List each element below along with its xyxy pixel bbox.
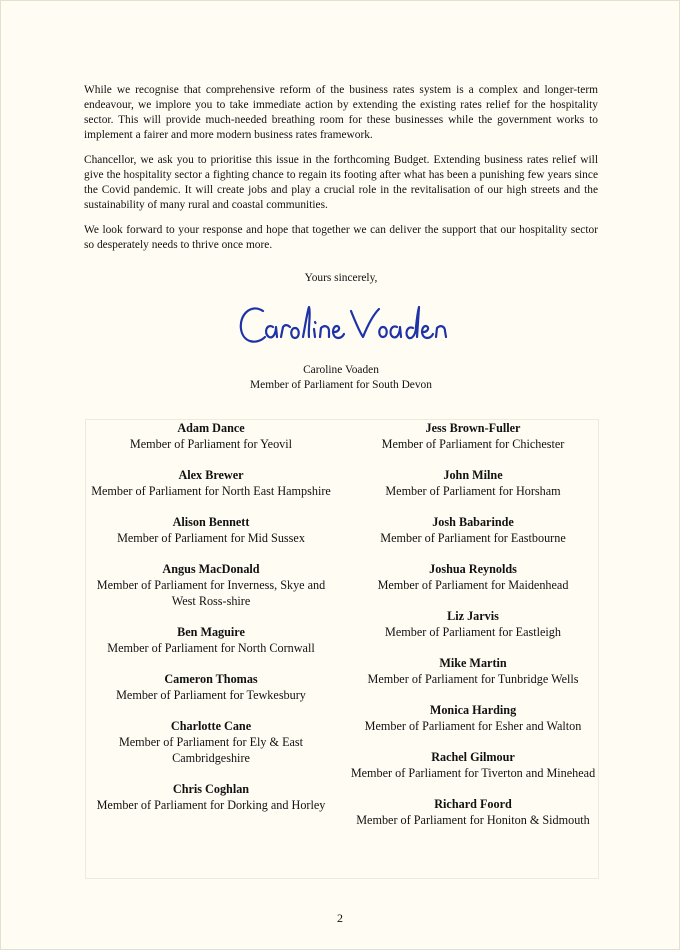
paragraph-closing-hope: We look forward to your response and hope that together we can deliver the support that our hospitality sector so desperately needs to thrive once more. <box>84 224 598 251</box>
signatory-entry <box>86 467 336 499</box>
paragraph-budget-request: Chancellor, we ask you to prioritise this issue in the forthcoming Budget. Extending business rates relief will give the hospitality sector a fighting chance to regain its footing after what has been a punishing few years since the Covid pandemic. It will create jobs and play a crucial role in the revitalisation of our high streets and the sustainability of many rural and coastal communities. <box>84 154 598 211</box>
signatory-name: Angus MacDonald <box>162 562 260 576</box>
signatory-name: Liz Jarvis <box>447 609 499 623</box>
signatory-title: Member of Parliament for North East Hampshire <box>91 484 331 498</box>
signatory-title: Member of Parliament for Tunbridge Wells <box>367 672 579 686</box>
signatory-entry <box>86 781 336 813</box>
signatory-name: Ben Maguire <box>177 625 245 639</box>
signatory-title: Member of Parliament for Tewkesbury <box>116 688 306 702</box>
handwritten-signature <box>233 297 453 351</box>
signer-block <box>84 363 598 393</box>
signatory-name: Monica Harding <box>429 703 517 717</box>
signatory-title: Member of Parliament for Horsham <box>385 484 561 498</box>
signatory-title: Member of Parliament for Eastbourne <box>380 531 566 545</box>
signatory-name: Alison Bennett <box>172 515 250 529</box>
signatory-title: Member of Parliament for Ely & East Cambridgeshire <box>118 735 304 765</box>
signer-name: Caroline Voaden <box>303 364 379 376</box>
signatory-name: Cameron Thomas <box>164 672 258 686</box>
signatory-entry <box>348 749 598 781</box>
signatory-entry <box>348 608 598 640</box>
signatory-title: Member of Parliament for Inverness, Skye and West Ross-shire <box>96 578 326 608</box>
signatory-name: Chris Coghlan <box>172 782 250 796</box>
signatory-title: Member of Parliament for Esher and Walton <box>364 719 582 733</box>
page-number: 2 <box>337 911 343 925</box>
signatory-entry <box>348 467 598 499</box>
paragraph-rates-relief: While we recognise that comprehensive reform of the business rates system is a complex and longer-term endeavour, we implore you to take immediate action by extending the existing rates relief for the hospitality sector. This will provide much-needed breathing room for these businesses while the government works to implement a fairer and more modern business rates framework. <box>84 84 598 141</box>
letter-body <box>84 83 598 263</box>
signatory-entry <box>86 718 336 766</box>
signatory-name: Alex Brewer <box>178 468 244 482</box>
signatory-entry <box>348 420 598 452</box>
signatory-entry <box>86 624 336 656</box>
signatory-entry <box>348 655 598 687</box>
signatories-table <box>85 419 599 879</box>
signatory-name: Richard Foord <box>434 797 512 811</box>
signatory-title: Member of Parliament for North Cornwall <box>107 641 315 655</box>
signatory-entry <box>86 561 336 609</box>
signatory-entry <box>348 514 598 546</box>
signatory-name: Adam Dance <box>177 421 245 435</box>
signatory-name: Charlotte Cane <box>170 719 252 733</box>
signatory-title: Member of Parliament for Honiton & Sidmouth <box>356 813 590 827</box>
signatory-name: Rachel Gilmour <box>431 750 515 764</box>
signatory-entry <box>86 514 336 546</box>
signatory-title: Member of Parliament for Maidenhead <box>377 578 569 592</box>
signatory-title: Member of Parliament for Dorking and Horley <box>96 798 326 812</box>
signatories-left-column <box>86 420 336 878</box>
signatory-title: Member of Parliament for Eastleigh <box>385 625 561 639</box>
signatory-entry <box>86 420 336 452</box>
signatory-entry <box>348 796 598 828</box>
signatory-entry <box>348 702 598 734</box>
signatory-name: Mike Martin <box>439 656 507 670</box>
signatory-entry <box>348 561 598 593</box>
signatories-right-column <box>336 420 598 878</box>
closing-salutation: Yours sincerely, <box>304 272 378 284</box>
signatory-name: Jess Brown-Fuller <box>425 421 521 435</box>
signatory-entry <box>86 671 336 703</box>
signer-title: Member of Parliament for South Devon <box>250 379 432 391</box>
signatory-title: Member of Parliament for Chichester <box>381 437 565 451</box>
signatory-name: John Milne <box>443 468 503 482</box>
signatory-title: Member of Parliament for Mid Sussex <box>117 531 305 545</box>
signatory-name: Joshua Reynolds <box>429 562 517 576</box>
signatory-title: Member of Parliament for Tiverton and Minehead <box>350 766 596 780</box>
signatory-title: Member of Parliament for Yeovil <box>129 437 293 451</box>
signatory-name: Josh Babarinde <box>432 515 514 529</box>
